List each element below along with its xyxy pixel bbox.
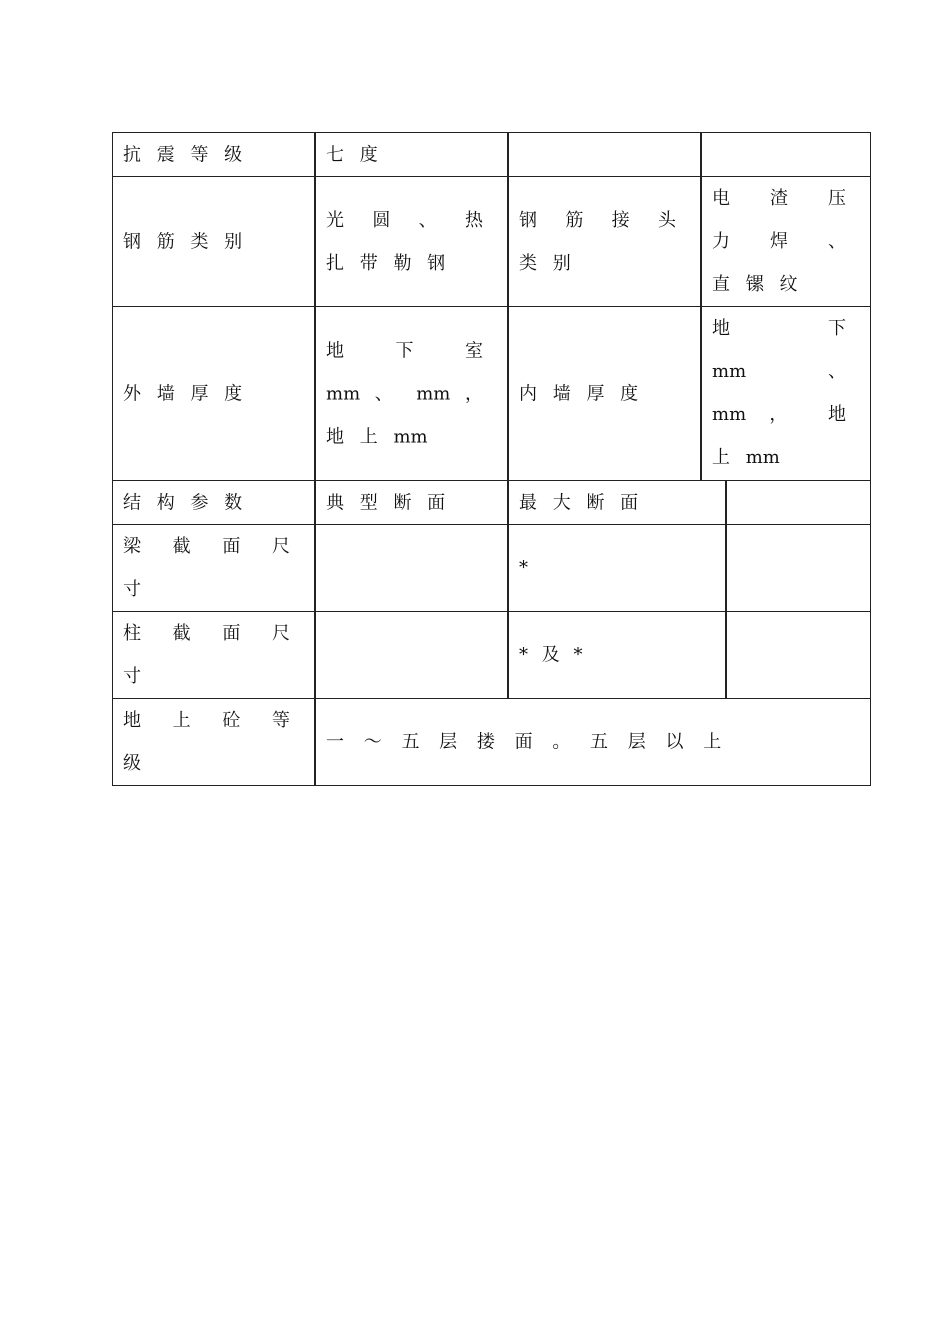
cell-text-block xyxy=(712,177,846,306)
cell-line: 地 上 mm xyxy=(326,426,428,447)
cell-max-section-label xyxy=(508,480,726,525)
cell-text-block xyxy=(519,199,676,285)
cell-concrete-grade-label xyxy=(112,698,315,786)
cell-line: 级 xyxy=(123,753,141,774)
cell-text: 外 墙 厚 度 xyxy=(123,383,243,404)
cell-line: 类 别 xyxy=(519,252,571,274)
cell-text: 典 型 断 面 xyxy=(326,492,446,513)
cell-text-block xyxy=(326,199,483,285)
cell-empty xyxy=(726,611,871,699)
cell-text: 最 大 断 面 xyxy=(519,492,639,513)
cell-line: 钢 筋 接 头 xyxy=(519,209,676,231)
cell-text: 钢 筋 类 别 xyxy=(123,231,243,252)
cell-inner-wall-label xyxy=(508,306,701,481)
cell-beam-typical-value xyxy=(315,524,508,612)
cell-text-block xyxy=(123,525,290,611)
cell-empty xyxy=(726,524,871,612)
cell-column-max-value xyxy=(508,611,726,699)
cell-line: 寸 xyxy=(123,579,141,600)
cell-text-block xyxy=(712,307,846,479)
cell-line: 光 圆 、 热 xyxy=(326,209,483,231)
cell-line: 直 镙 纹 xyxy=(712,274,798,295)
cell-line: 地 下 室 xyxy=(326,340,483,361)
cell-line: 电 渣 压 xyxy=(712,188,846,209)
cell-rebar-type-value xyxy=(315,176,508,307)
cell-seismic-grade-label xyxy=(112,132,315,177)
cell-seismic-grade-value xyxy=(315,132,508,177)
cell-line: mm 、 mm ， xyxy=(326,383,483,404)
cell-outer-wall-value xyxy=(315,306,508,481)
cell-typical-section-label xyxy=(315,480,508,525)
cell-line: mm ， 地 xyxy=(712,404,846,425)
cell-line: 地 上 砼 等 xyxy=(123,710,290,731)
cell-rebar-joint-label xyxy=(508,176,701,307)
cell-rebar-type-label xyxy=(112,176,315,307)
cell-line: 扎 带 勒 钢 xyxy=(326,252,446,274)
cell-empty xyxy=(508,132,701,177)
cell-inner-wall-value xyxy=(701,306,871,481)
cell-text: 结 构 参 数 xyxy=(123,492,243,513)
cell-column-section-label xyxy=(112,611,315,699)
cell-text: * 及 * xyxy=(519,644,583,666)
cell-line: 上 mm xyxy=(712,447,780,468)
cell-concrete-grade-value xyxy=(315,698,871,786)
cell-column-typical-value xyxy=(315,611,508,699)
cell-outer-wall-label xyxy=(112,306,315,481)
cell-text-block xyxy=(123,699,290,785)
cell-line: 地 下 xyxy=(712,318,846,339)
cell-beam-max-value xyxy=(508,524,726,612)
cell-beam-section-label xyxy=(112,524,315,612)
cell-text: 抗 震 等 级 xyxy=(123,144,243,165)
cell-structure-params-label xyxy=(112,480,315,525)
cell-text: * xyxy=(519,557,528,579)
cell-text: 一 ～ 五 层 搂 面 。 五 层 以 上 xyxy=(326,731,722,753)
cell-rebar-joint-value xyxy=(701,176,871,307)
cell-line: 梁 截 面 尺 xyxy=(123,536,290,557)
cell-text-block xyxy=(326,329,483,458)
cell-line: mm 、 xyxy=(712,361,846,382)
cell-line: 力 焊 、 xyxy=(712,231,846,252)
cell-empty xyxy=(701,132,871,177)
cell-text: 七 度 xyxy=(326,144,378,165)
cell-text-block xyxy=(123,612,290,698)
cell-line: 柱 截 面 尺 xyxy=(123,623,290,644)
cell-empty xyxy=(726,480,871,525)
cell-text: 内 墙 厚 度 xyxy=(519,383,639,404)
cell-line: 寸 xyxy=(123,666,141,687)
